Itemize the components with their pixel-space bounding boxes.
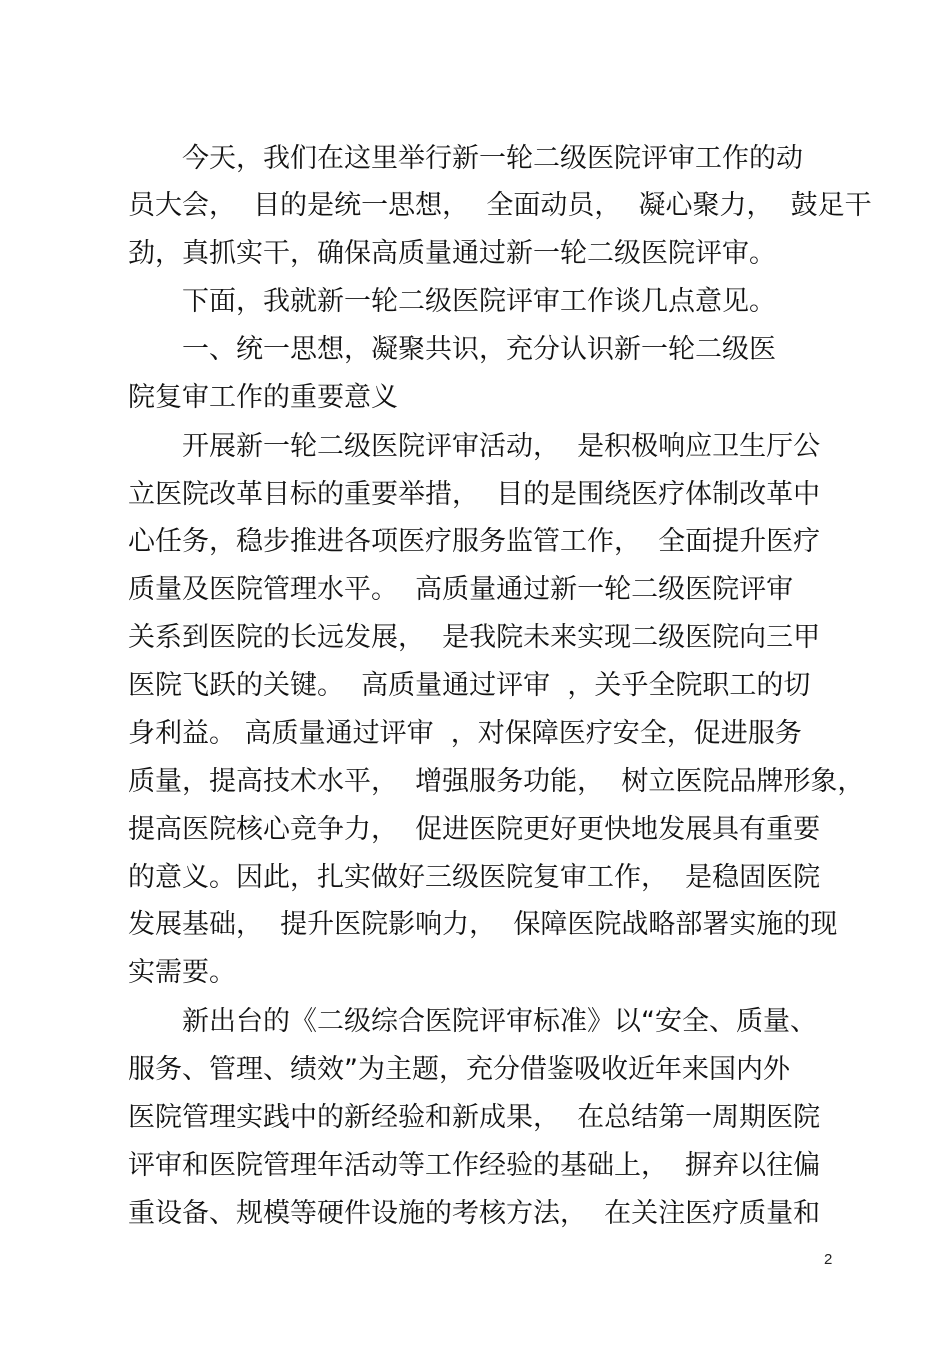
text-line: 提高医院核心竞争力， 促进医院更好更快地发展具有重要 (128, 814, 821, 845)
text-line: 身利益。 高质量通过评审 ，对保障医疗安全，促进服务 (128, 718, 802, 749)
text-line: 质量，提高技术水平， 增强服务功能， 树立医院品牌形象， (128, 766, 865, 797)
text-line: 服务、管理、绩效”为主题，充分借鉴吸收近年来国内外 (128, 1054, 790, 1085)
section-heading-line: 院复审工作的重要意义 (128, 382, 398, 413)
text-line: 关系到医院的长远发展， 是我院未来实现二级医院向三甲 (128, 622, 821, 653)
text-line: 劲，真抓实干，确保高质量通过新一轮二级医院评审。 (128, 238, 776, 269)
text-line: 评审和医院管理年活动等工作经验的基础上， 摒弃以往偏 (128, 1150, 821, 1181)
text-line: 立医院改革目标的重要举措， 目的是围绕医疗体制改革中 (128, 479, 821, 510)
text-line: 医院管理实践中的新经验和新成果， 在总结第一周期医院 (128, 1102, 821, 1133)
page-number: 2 (824, 1251, 833, 1268)
text-line: 下面，我就新一轮二级医院评审工作谈几点意见。 (128, 286, 776, 317)
text-line: 发展基础， 提升医院影响力， 保障医院战略部署实施的现 (128, 909, 838, 940)
text-line: 重设备、规模等硬件设施的考核方法， 在关注医疗质量和 (128, 1198, 821, 1229)
text-line: 实需要。 (128, 957, 236, 988)
text-line: 开展新一轮二级医院评审活动， 是积极响应卫生厅公 (128, 431, 821, 462)
text-line: 今天，我们在这里举行新一轮二级医院评审工作的动 (128, 143, 803, 174)
text-line: 新出台的《二级综合医院评审标准》以“安全、质量、 (128, 1006, 817, 1037)
text-line: 质量及医院管理水平。 高质量通过新一轮二级医院评审 (128, 574, 794, 605)
text-line: 员大会， 目的是统一思想， 全面动员， 凝心聚力， 鼓足干 (128, 190, 872, 221)
section-heading-line: 一、统一思想，凝聚共识，充分认识新一轮二级医 (128, 334, 776, 365)
text-line: 心任务，稳步推进各项医疗服务监管工作， 全面提升医疗 (128, 526, 821, 557)
text-line: 的意义。因此，扎实做好三级医院复审工作， 是稳固医院 (128, 862, 821, 893)
text-line: 医院飞跃的关键。 高质量通过评审 ，关乎全院职工的切 (128, 670, 811, 701)
